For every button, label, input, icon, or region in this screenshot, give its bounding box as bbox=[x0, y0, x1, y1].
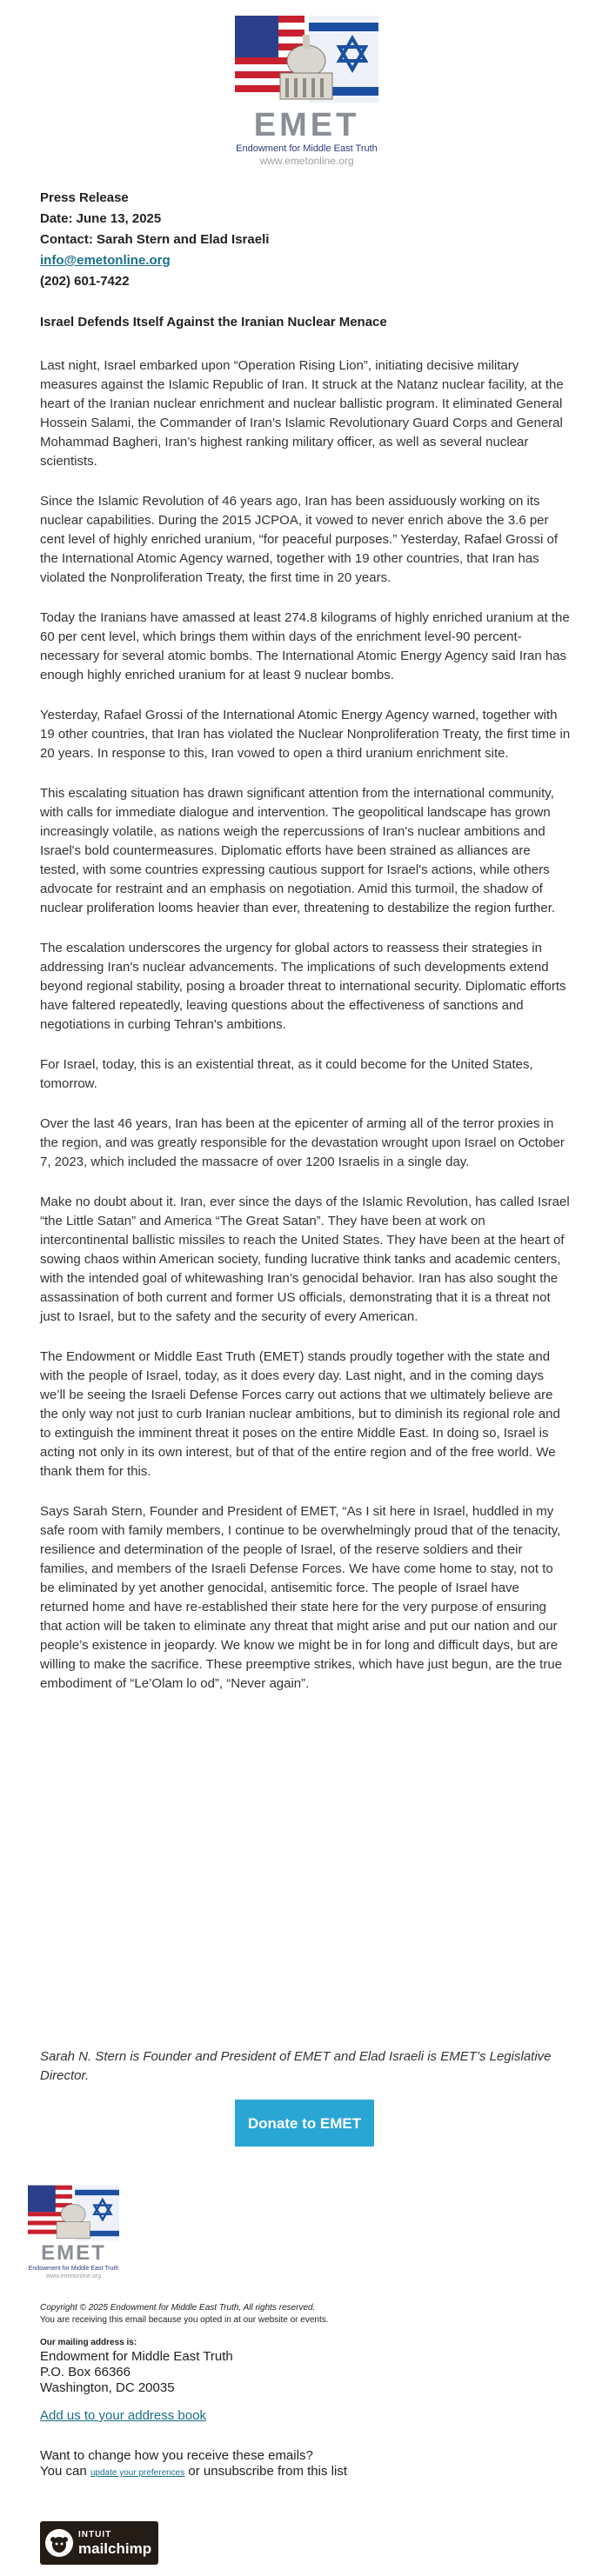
you-can-text: You can bbox=[40, 2464, 90, 2479]
copyright-text: Copyright © 2025 Endowment for Middle East Truth, All rights reserved. bbox=[40, 2303, 316, 2313]
body-paragraph: Make no doubt about it. Iran, ever since the days of the Islamic Revolution, has called Israel “the Little Satan” and America “The Great Satan”. They have been at work on intercontinental ballistic missiles to reach the United States. They have been at the heart of sowing chaos within American society, funding lucrative think tanks and academic centers, with the intended goal of whitewashing Iran’s genocidal behavior. Iran has also sought the assassination of both current and former US officials, demonstrating that it is a threat not just to Israel, but to the safety and the security of every American. bbox=[40, 1195, 570, 1324]
release-contact: Contact: Sarah Stern and Elad Israeli bbox=[40, 232, 270, 247]
mailchimp-badge[interactable] bbox=[40, 2521, 158, 2565]
logo-wordmark: EMET bbox=[253, 107, 360, 143]
body-paragraph: Today the Iranians have amassed at least 274.8 kilograms of highly enriched uranium at the 60 per cent level, which brings them within days of the enrichment level-90 percent- necessary for several atomic bombs. The International Atomic Energy Agency said Iran has enough highly enriched uranium for at least 9 nuclear bombs. bbox=[40, 610, 570, 682]
body-paragraph: The Endowment or Middle East Truth (EMET) stands proudly together with the state and with the people of Israel, today, as it does every day. Last night, and in the coming days we’ll be seeing the Israeli Defense Forces carry out actions that we ultimately believe are the only way not just to curb Iranian nuclear ambitions, but to diminish its regional role and to extinguish the imminent threat it poses on the entire Middle East. In doing so, Israel is acting not only in its own interest, but of that of the entire region and of the free world. We thank them for this. bbox=[40, 1349, 560, 1479]
optin-notice: You are receiving this email because you opted in at our website or events. bbox=[40, 2315, 329, 2325]
email-footer bbox=[40, 2302, 571, 2481]
author-signature: Sarah N. Stern is Founder and President of EMET and Elad Israeli is EMET’s Legislative Director. bbox=[40, 2049, 552, 2083]
body-paragraph: Last night, Israel embarked upon “Operation Rising Lion”, initiating decisive military measures against the Islamic Republic of Iran. It struck at the Natanz nuclear facility, at the heart of the Iranian nuclear enrichment and nuclear ballistic program. It eliminated General Hossein Salami, the Commander of Iran’s Islamic Revolutionary Guard Corps and General Mohammad Bagheri, Iran’s highest ranking military officer, as well as several nuclear scientists. bbox=[40, 358, 564, 469]
flag-capitol-graphic bbox=[235, 16, 378, 103]
body-paragraph: For Israel, today, this is an existential threat, as it could become for the United States, tomorrow. bbox=[40, 1057, 533, 1091]
contact-email-link[interactable]: info@emetonline.org bbox=[40, 253, 171, 268]
donate-button[interactable]: Donate to EMET bbox=[235, 2100, 374, 2147]
footer-logo-wordmark: EMET bbox=[41, 2241, 106, 2265]
press-release-header bbox=[40, 188, 562, 292]
mailchimp-wordmark: mailchimp bbox=[78, 2540, 152, 2557]
logo-tagline: Endowment for Middle East Truth bbox=[236, 143, 378, 154]
footer-logo-tagline: Endowment for Middle East Truth bbox=[28, 2266, 119, 2272]
body-paragraph: The escalation underscores the urgency for global actors to reassess their strategies in addressing Iran's nuclear advancements. The implications of such developments extend beyond regional stability, posing a broader threat to international security. Diplomatic efforts have faltered repeatedly, leaving questions about the effectiveness of sanctions and negotiations in curbing Tehran's ambitions. bbox=[40, 941, 566, 1032]
footer-logo-text bbox=[28, 2242, 119, 2280]
mailchimp-intuit-text: INTUIT bbox=[78, 2530, 112, 2539]
footer-logo-url: www.emetonline.org bbox=[45, 2273, 102, 2280]
article-body bbox=[40, 356, 571, 1714]
mailchimp-monkey-icon bbox=[45, 2529, 73, 2557]
footer-emet-logo[interactable] bbox=[28, 2185, 119, 2280]
unsubscribe-text[interactable]: or unsubscribe from this list bbox=[184, 2464, 347, 2479]
logo-url: www.emetonline.org bbox=[259, 155, 354, 167]
release-date: Date: June 13, 2025 bbox=[40, 211, 162, 226]
update-preferences-link[interactable]: update your preferences bbox=[90, 2468, 185, 2478]
body-paragraph: Over the last 46 years, Iran has been at the epicenter of arming all of the terror proxies in the region, and was greatly responsible for the devastation wrought upon Israel on October 7, 2023, which included the massacre of over 1200 Israelis in a single day. bbox=[40, 1116, 565, 1169]
footer-flag-graphic bbox=[28, 2185, 119, 2241]
body-paragraph: Since the Islamic Revolution of 46 years ago, Iran has been assiduously working on its nuclear capabilities. During the 2015 JCPOA, it vowed to never enrich above the 3.6 per cent level of highly enriched uranium, “for peaceful purposes.” Yesterday, Rafael Grossi of the International Atomic Agency warned, together with 19 other countries, that Iran has violated the Nonproliferation Treaty, the first time in 20 years. bbox=[40, 494, 559, 585]
emet-logo[interactable] bbox=[235, 16, 378, 167]
mailing-address-label: Our mailing address is: bbox=[40, 2338, 137, 2347]
preferences-line bbox=[40, 2464, 571, 2481]
logo-text bbox=[235, 108, 378, 167]
contact-phone: (202) 601-7422 bbox=[40, 274, 130, 289]
address-line: P.O. Box 66366 bbox=[40, 2365, 130, 2380]
press-release-label: Press Release bbox=[40, 190, 129, 205]
address-line: Washington, DC 20035 bbox=[40, 2380, 175, 2395]
body-paragraph: Says Sarah Stern, Founder and President of EMET, “As I sit here in Israel, huddled in my safe room with family members, I continue to be overwhelmingly proud that of the tenacity, resilience and determination of the people of Israel, of the reserve soldiers and their families, and members of the Israeli Defense Forces. We have come home to stay, not to be eliminated by yet another genocidal, antisemitic force. The people of Israel have returned home and have re-established their state here for the very purpose of ensuring that action will be taken to eliminate any threat that might arise and put our nation and our people’s existence in jeopardy. We know we might be in for long and difficult days, but are willing to make the sacrifice. These preemptive strikes, which have just begun, are the true embodiment of “Le’Olam lo od”, “Never again”. bbox=[40, 1504, 563, 1691]
body-paragraph: This escalating situation has drawn significant attention from the international community, with calls for immediate dialogue and intervention. The geopolitical landscape has grown increasingly volatile, as nations weigh the repercussions of Iran's nuclear ambitions and Israel's bold countermeasures. Diplomatic efforts have been strained as alliances are tested, with some countries expressing cautious support for Israel's actions, while others advocate for restraint and an emphasis on negotiation. Amid this turmoil, the shadow of nuclear proliferation looms heavier than ever, threatening to destabilize the region further. bbox=[40, 786, 556, 915]
add-to-address-book-link[interactable]: Add us to your address book bbox=[40, 2408, 206, 2423]
body-paragraph: Yesterday, Rafael Grossi of the International Atomic Energy Agency warned, together with 19 other countries, that Iran has violated the Nuclear Nonproliferation Treaty, the first time in 20 years. In response to this, Iran vowed to open a third uranium enrichment site. bbox=[40, 708, 571, 761]
address-line: Endowment for Middle East Truth bbox=[40, 2349, 233, 2364]
article-headline: Israel Defends Itself Against the Iranian Nuclear Menace bbox=[40, 315, 387, 329]
change-preferences-question: Want to change how you receive these emails? bbox=[40, 2448, 313, 2463]
